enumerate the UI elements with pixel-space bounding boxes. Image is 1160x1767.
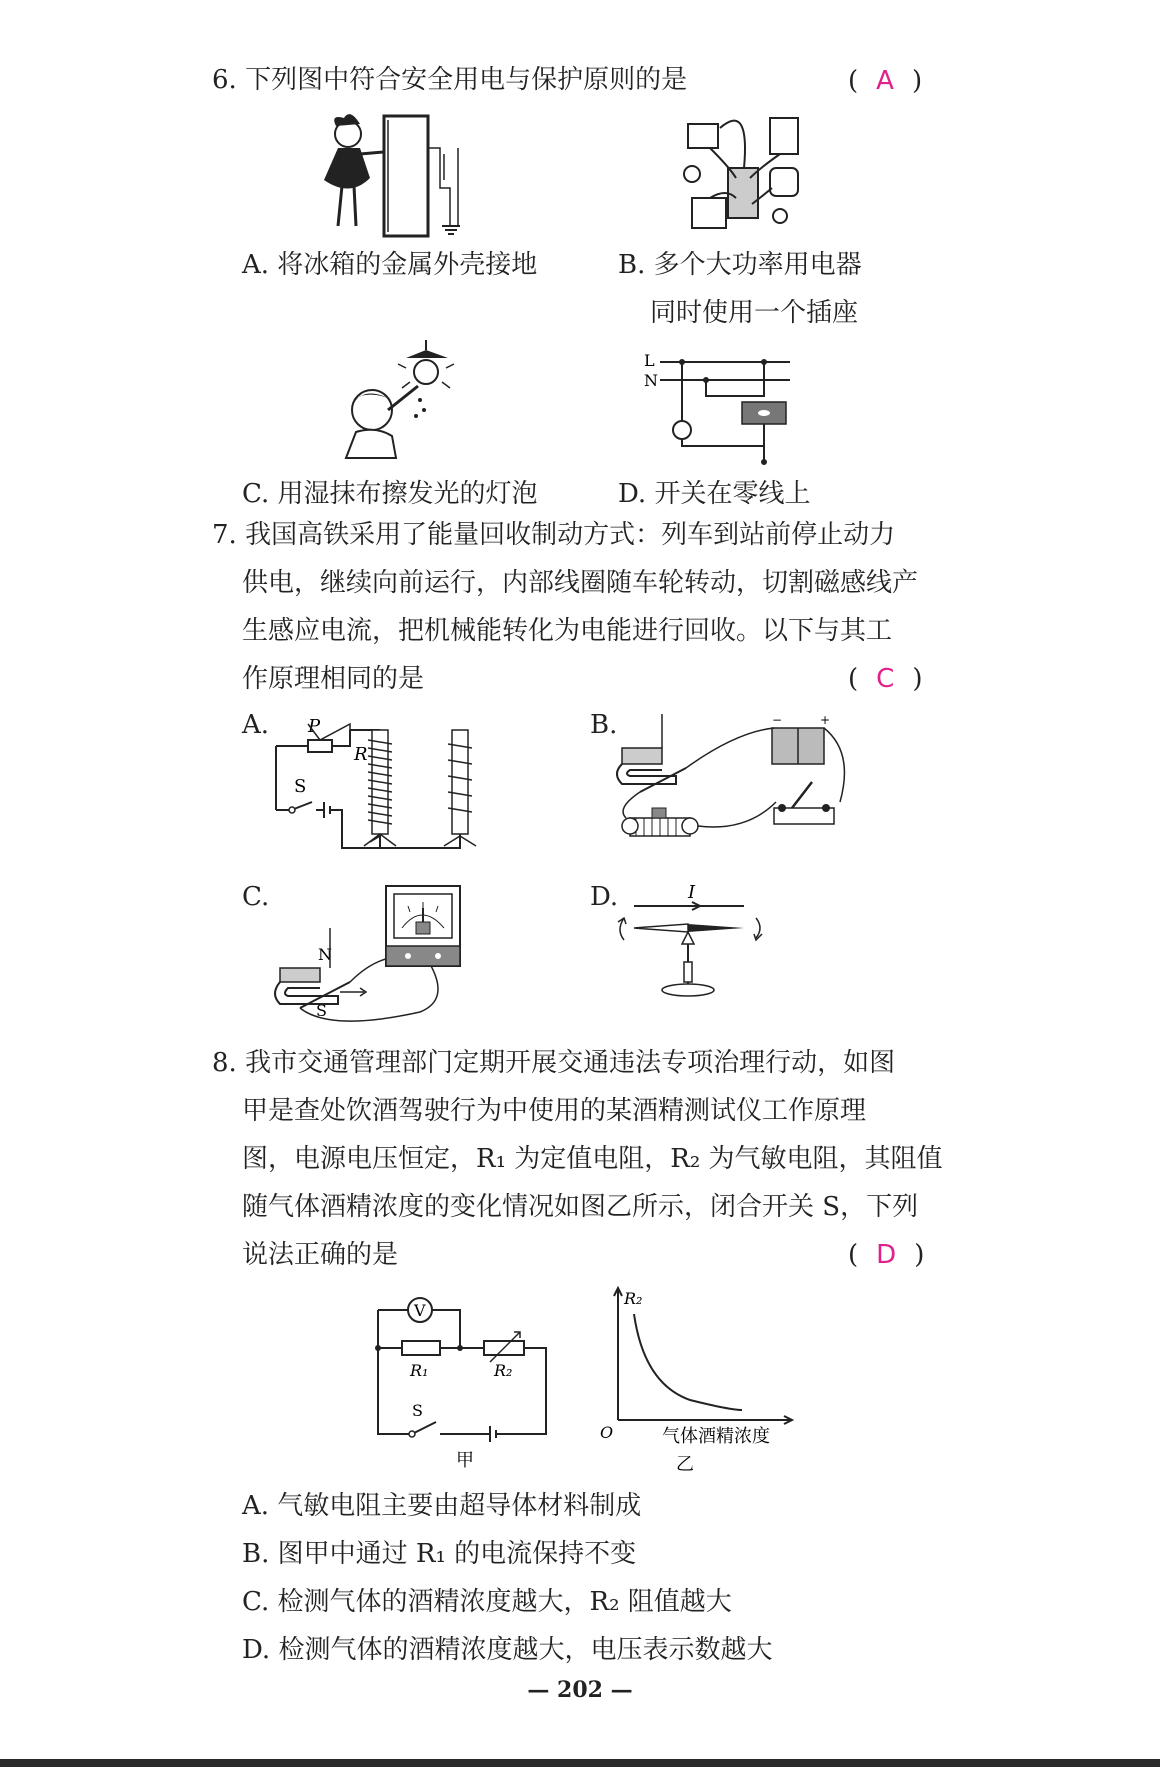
fig-a-r-label: R <box>354 744 368 765</box>
q6-option-a: A. 将冰箱的金属外壳接地 <box>242 250 538 280</box>
q6-figure-a-grounded-fridge <box>310 108 490 243</box>
q8-figure-yi-graph <box>600 1284 810 1474</box>
fig-a-p-label: P <box>308 716 321 737</box>
q6-figure-b-overloaded-socket <box>680 108 810 243</box>
q7-stem-line4: 作原理相同的是 <box>242 664 425 694</box>
fig-d-i-label: I <box>688 882 696 903</box>
q7-option-d: D. <box>590 882 619 912</box>
q7-figure-b-motor-circuit <box>616 712 856 862</box>
q7-answer-box <box>848 664 922 694</box>
r2-label: R₂ <box>494 1361 513 1380</box>
fig-d-n-label: N <box>644 371 658 390</box>
q8-stem-line4: 随气体酒精浓度的变化情况如图乙所示，闭合开关 S，下列 <box>242 1192 919 1222</box>
q6-figure-c-wiping-bulb <box>336 340 466 468</box>
paren-close: ) <box>914 1240 925 1270</box>
paren-open: ( <box>848 664 859 694</box>
q8-option-d: D. 检测气体的酒精浓度越大，电压表示数越大 <box>242 1635 773 1665</box>
x-axis-label: 气体酒精浓度 <box>662 1426 770 1447</box>
voltmeter-label: V <box>414 1301 426 1320</box>
paren-open: ( <box>848 66 859 96</box>
origin-label: O <box>600 1423 614 1442</box>
q7-option-a: A. <box>242 710 270 740</box>
q8-stem-line3: 图，电源电压恒定，R₁ 为定值电阻，R₂ 为气敏电阻，其阻值 <box>242 1144 943 1174</box>
q8-figure-jia-circuit <box>370 1290 560 1470</box>
y-axis-label: R₂ <box>624 1289 643 1308</box>
switch-label: S <box>412 1401 423 1420</box>
q7-figure-d-oersted <box>614 878 774 1006</box>
q7-option-b: B. <box>590 710 618 740</box>
fig-yi-caption: 乙 <box>676 1454 694 1474</box>
q6-option-c: C. 用湿抹布擦发光的灯泡 <box>242 479 538 509</box>
q7-figure-a-electromagnets <box>272 710 502 860</box>
q6-option-b-line2: 同时使用一个插座 <box>650 298 859 328</box>
q6-answer-box <box>848 66 922 96</box>
q7-option-c: C. <box>242 882 270 912</box>
q6-option-b-line1: B. 多个大功率用电器 <box>618 250 862 280</box>
q7-stem-line2: 供电，继续向前运行，内部线圈随车轮转动，切割磁感线产 <box>242 568 919 598</box>
q7-stem-line1: 7. 我国高铁采用了能量回收制动方式：列车到站前停止动力 <box>212 520 896 550</box>
q8-answer: D <box>876 1240 897 1270</box>
q7-answer: C <box>876 664 895 694</box>
fig-a-s-label: S <box>294 776 307 797</box>
page-number: — 202 — <box>527 1677 633 1703</box>
fig-c-s-label: S <box>316 1001 327 1020</box>
q6-stem: 6. 下列图中符合安全用电与保护原则的是 <box>212 65 688 95</box>
q6-answer: A <box>876 66 894 96</box>
q8-stem-line5: 说法正确的是 <box>242 1240 399 1270</box>
svg-text:+: + <box>820 713 831 727</box>
q7-stem-line3: 生感应电流，把机械能转化为电能进行回收。以下与其工 <box>242 616 893 646</box>
q6-figure-d-switch-on-neutral <box>640 350 800 470</box>
paren-close: ) <box>912 664 923 694</box>
fig-jia-caption: 甲 <box>456 1450 474 1470</box>
fig-d-l-label: L <box>644 351 655 370</box>
paren-close: ) <box>911 66 923 96</box>
r2-curve <box>634 1314 742 1410</box>
q8-option-a: A. 气敏电阻主要由超导体材料制成 <box>242 1491 642 1521</box>
q7-figure-c-generator-galvanometer <box>270 882 470 1022</box>
r1-label: R₁ <box>410 1361 429 1380</box>
bottom-bar <box>0 1759 1160 1767</box>
paren-open: ( <box>848 1240 859 1270</box>
svg-text:−: − <box>772 713 783 727</box>
q8-stem-line1: 8. 我市交通管理部门定期开展交通违法专项治理行动，如图 <box>212 1048 896 1078</box>
q8-option-b: B. 图甲中通过 R₁ 的电流保持不变 <box>242 1539 637 1569</box>
q6-option-d: D. 开关在零线上 <box>618 479 811 509</box>
q8-stem-line2: 甲是查处饮酒驾驶行为中使用的某酒精测试仪工作原理 <box>242 1096 867 1126</box>
fig-c-n-label: N <box>318 945 332 964</box>
q8-option-c: C. 检测气体的酒精浓度越大，R₂ 阻值越大 <box>242 1587 732 1617</box>
q8-answer-box <box>848 1240 924 1270</box>
